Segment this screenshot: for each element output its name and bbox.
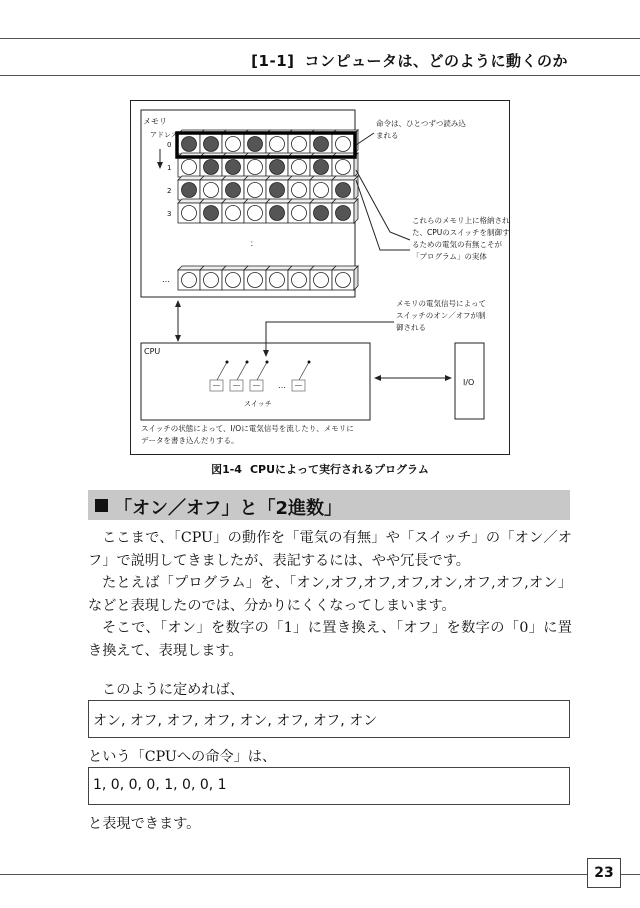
bit-off [314,183,329,198]
callout-program-2: た、CPUのスイッチを制御す [412,228,510,237]
callout-program-leader-2 [356,180,410,250]
callout-signal-3: 御される [396,323,426,332]
bit-on [226,160,241,175]
memory-row-side [354,266,358,290]
switch-label: スイッチ [244,400,272,408]
bit-on [182,137,197,152]
memory-grid [178,130,358,223]
bit-off [270,137,285,152]
figure-number: 図1-4 [211,463,242,476]
bit-off [204,183,219,198]
example-box-words [88,700,570,738]
switch-pivot [246,361,249,364]
bit-off [248,183,263,198]
memory-row-2 [178,176,358,200]
bit-on [248,137,263,152]
bit-off [314,273,329,288]
bit-off [336,137,351,152]
switch-pivot [266,361,269,364]
memory-label: メモリ [143,117,167,126]
bit-on [204,137,219,152]
switch-lever [217,362,227,380]
bit-on [226,183,241,198]
signal-arrow-head [263,350,269,357]
example-binary: 1, 0, 0, 0, 1, 0, 0, 1 [93,777,227,793]
bit-off [226,137,241,152]
io-label: I/O [463,378,475,387]
switch-1 [230,361,249,392]
memory-row-side [354,176,358,200]
address-labels [167,141,171,218]
bit-off [182,160,197,175]
callout-program-4: 「プログラム」の実体 [412,252,487,261]
callout-instruction-leader [356,133,374,145]
memory-row-3 [178,199,358,223]
bit-on [314,137,329,152]
switch-lever [237,362,247,380]
switch-pivot [308,361,311,364]
chapter-title: コンピュータは、どのように動くのか [304,52,568,70]
cpu-io-arrow-right [445,375,452,381]
memory-cpu-diagram [130,100,510,455]
cpu-description-2: データを書き込んだりする。 [141,436,239,445]
callout-instruction-1: 命令は、ひとつずつ読み込 [376,119,466,128]
bit-off [248,160,263,175]
bit-off [336,273,351,288]
callout-program-1: これらのメモリ上に格納され [412,216,510,225]
figure-caption [0,461,640,477]
address-3: 3 [167,210,172,218]
bit-on [314,160,329,175]
callout-program-3: るための電気の有無こそが [412,240,502,249]
figure-caption-text: CPUによって実行されるプログラム [249,463,429,476]
paragraph-1: ここまで、「CPU」の動作を「電気の有無」や「スイッチ」の「オン／オフ」で説明してきましたが、表記するには、やや冗長です。 [88,530,572,569]
bit-on [204,206,219,221]
address-1: 1 [167,164,172,172]
footer-rule [0,874,640,875]
bit-off [226,206,241,221]
memory-row-last-cells [178,266,358,290]
example-box-binary [88,767,570,805]
memory-cpu-arrow-up [175,300,181,307]
bit-on [270,206,285,221]
signal-arrow-line [266,322,394,353]
section-heading [88,490,570,520]
memory-cpu-arrow-down [175,335,181,342]
bit-off [292,183,307,198]
switch-pivot [226,361,229,364]
define-line: このように定めれば、 [102,682,244,698]
heading-square-icon [95,499,108,512]
callout-instruction-2: まれる [376,131,399,140]
bit-off [292,206,307,221]
section-number: [1-1] [251,52,295,70]
callout-signal-2: スイッチのオン／オフが制 [396,311,486,320]
bit-off [248,273,263,288]
switch-array [210,361,311,392]
bit-off [226,273,241,288]
switch-2 [250,361,269,392]
callout-signal-1: メモリの電気信号によって [396,299,486,308]
switch-3 [292,361,311,392]
bit-off [182,273,197,288]
address-label: アドレス [150,131,178,139]
address-2: 2 [167,187,172,195]
cpu-description-1: スイッチの状態によって、I/Oに電気信号を流したり、メモリに [141,424,354,433]
cpu-label: CPU [144,347,161,356]
memory-row-last [178,266,358,290]
cpu-instruction-line: という「CPUへの命令」は、 [88,749,277,765]
bit-off [204,273,219,288]
switch-0 [210,361,229,392]
cpu-io-arrow-left [374,375,381,381]
bit-off [292,273,307,288]
bit-on [270,160,285,175]
bit-on [204,160,219,175]
bit-off [182,206,197,221]
read-arrow-head [157,162,163,169]
bit-off [336,160,351,175]
bit-off [292,160,307,175]
bit-on [336,206,351,221]
vertical-ellipsis: ： [250,239,258,248]
row-ellipsis: … [162,275,170,284]
bit-off [270,273,285,288]
bit-off [292,137,307,152]
address-0: 0 [167,141,172,149]
bit-on [336,183,351,198]
chapter-header [251,50,568,71]
bit-off [248,206,263,221]
switch-lever [299,362,309,380]
example-words: オン, オフ, オフ, オフ, オン, オフ, オフ, オン [93,713,378,729]
switch-lever [257,362,267,380]
bit-on [270,183,285,198]
page-number: 23 [587,858,621,888]
section-heading-text: 「オン／オフ」と「2進数」 [114,498,342,519]
paragraph-2: たとえば「プログラム」を、「オン,オフ,オフ,オフ,オン,オフ,オフ,オン」などと表現したのでは、分かりにくくなってしまいます。 [88,575,572,614]
bit-on [182,183,197,198]
header-top-rule [0,38,640,39]
switch-ellipsis: … [278,381,286,390]
express-line: と表現できます。 [88,816,201,832]
memory-row-side [354,199,358,223]
header-bottom-rule [0,75,640,76]
paragraph-3: そこで、「オン」を数字の「1」に置き換え、「オフ」を数字の「0」に置き換えて、表現します。 [88,620,572,659]
bit-on [314,206,329,221]
